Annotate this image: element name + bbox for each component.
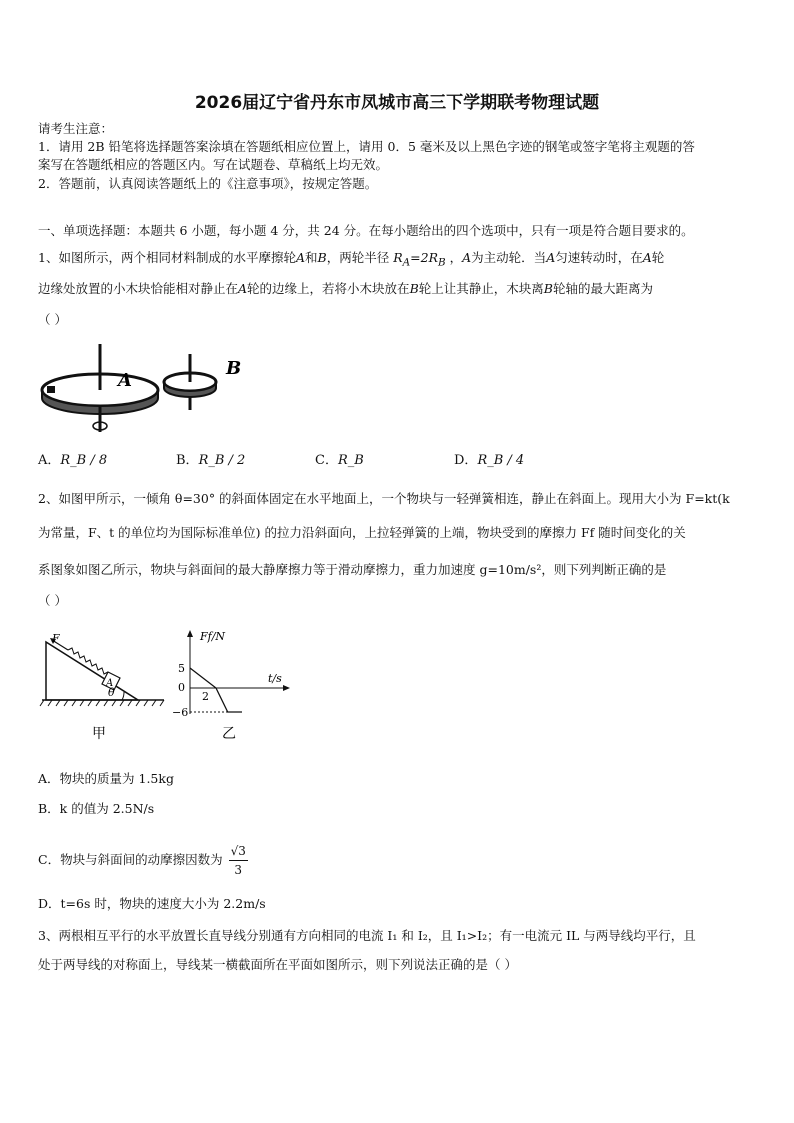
notice-item-1-cont: 案写在答题纸相应的答题区内。写在试题卷、草稿纸上均无效。 (38, 157, 389, 172)
ground-hatch (40, 700, 164, 706)
wheel-a-label: A (118, 370, 132, 391)
q3-line-1: 3、两根相互平行的水平放置长直导线分别通有方向相同的电流 I₁ 和 I₂，且 I₁>I₂；有一电流元 IL 与两导线均平行，且 (38, 928, 696, 943)
x-tick-2: 2 (202, 690, 209, 703)
q1-line-2: 边缘处放置的小木块恰能相对静止在A轮的边缘上，若将小木块放在B轮上让其静止，木块离B轮轴的最大距离为 (38, 281, 653, 296)
q2-line-3: 系图象如图乙所示，物块与斜面间的最大静摩擦力等于滑动摩擦力，重力加速度 g=10m/s²，则下列判断正确的是 (38, 562, 667, 577)
friction-series-line (190, 668, 242, 712)
x-axis-arrow-icon (283, 685, 290, 691)
q1-option-a-value: R_B / 8 (60, 453, 108, 468)
angle-label: θ (108, 686, 115, 699)
q1-wheels-figure (38, 340, 258, 440)
q2-line-2: 为常量，F、t 的单位均为国际标准单位) 的拉力沿斜面向，上拉轻弹簧的上端，物块受到的摩擦力 Ff 随时间变化的关 (38, 525, 686, 540)
q2-option-c-fraction: $\frac{√3}{3}$ (230, 844, 246, 877)
x-axis-label: t/s (268, 672, 282, 685)
spring (68, 648, 108, 674)
q2-line-1: 2、如图甲所示，一倾角 θ=30° 的斜面体固定在水平地面上，一个物块与一轻弹簧相连，静止在斜面上。现用大小为 F=kt(k (38, 491, 730, 506)
q3-line-2: 处于两导线的对称面上，导线某一横截面所在平面如图所示，则下列说法正确的是（ ） (38, 957, 517, 972)
force-label: F (52, 632, 60, 645)
q2-option-c: C．物块与斜面间的动摩擦因数为 $\frac{√3}{3}$ (38, 844, 246, 877)
block-label: A (106, 678, 114, 689)
section-1-heading: 一、单项选择题：本题共 6 小题，每小题 4 分，共 24 分。在每小题给出的四个选项中，只有一项是符合题目要求的。 (38, 223, 694, 238)
y-tick-5: 5 (178, 662, 185, 675)
q1-option-b: B．R_B / 2 (176, 453, 246, 468)
figure-yi-caption: 乙 (222, 726, 236, 742)
small-block (47, 386, 55, 393)
y-axis-label: Ff/N (200, 630, 226, 643)
q1-option-b-value: R_B / 2 (198, 453, 246, 468)
q1-line-1: 1、如图所示，两个相同材料制成的水平摩擦轮A和B，两轮半径 $R_A=2R_B$ ，A为主动轮．当A匀速转动时，在A轮 (38, 250, 665, 269)
q1-option-a: A．R_B / 8 (38, 453, 108, 468)
notice-item-2: 2．答题前，认真阅读答题纸上的《注意事项》，按规定答题。 (38, 176, 378, 191)
y-axis-arrow-icon (187, 630, 193, 637)
q1-option-d: D．R_B / 4 (454, 453, 525, 468)
angle-arc (122, 692, 124, 700)
q2-incline-figure (38, 628, 168, 748)
q1-option-c: C．R_B (315, 453, 364, 468)
q1-bracket: （ ） (38, 312, 67, 327)
page-title: 2026届辽宁省丹东市凤城市高三下学期联考物理试题 (194, 93, 600, 113)
q1-option-d-value: R_B / 4 (477, 453, 525, 468)
q2-bracket: （ ） (38, 593, 67, 608)
wheel-b-label: B (226, 358, 242, 379)
notice-heading: 请考生注意： (38, 121, 114, 136)
incline-body (46, 642, 138, 700)
y-tick-minus-6: −6 (172, 706, 189, 719)
q2-friction-chart (168, 628, 298, 748)
y-tick-0: 0 (178, 681, 185, 694)
notice-item-1: 1．请用 2B 铅笔将选择题答案涂填在答题纸相应位置上，请用 0．5 毫米及以上黑色字迹的钢笔或签字笔将主观题的答 (38, 139, 695, 154)
q2-option-b: B．k 的值为 2.5N/s (38, 801, 155, 816)
q1-option-c-value: R_B (337, 453, 364, 468)
q2-option-a: A．物块的质量为 1.5kg (38, 771, 174, 786)
q2-option-d: D．t=6s 时，物块的速度大小为 2.2m/s (38, 896, 266, 911)
figure-jia-caption: 甲 (92, 726, 106, 742)
